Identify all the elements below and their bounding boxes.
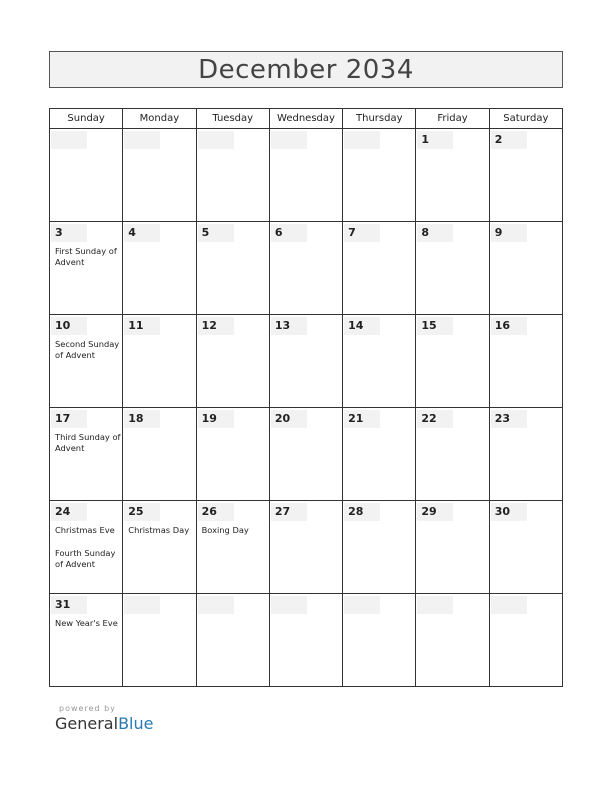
day-cell — [489, 594, 562, 687]
day-number: 18 — [124, 410, 160, 428]
holiday-event: Third Sunday of Advent — [55, 432, 121, 453]
day-number — [417, 596, 453, 614]
week-row — [50, 315, 563, 408]
day-number: 19 — [198, 410, 234, 428]
day-cell — [269, 408, 342, 501]
day-number: 11 — [124, 317, 160, 335]
holiday-event: Christmas Day — [128, 525, 190, 535]
calendar-title: December 2034 — [198, 54, 414, 85]
brand-logo — [55, 714, 153, 733]
day-number — [271, 596, 307, 614]
day-cell — [196, 315, 269, 408]
day-number: 21 — [344, 410, 380, 428]
powered-by-text: powered by — [59, 704, 116, 713]
calendar-title-box — [49, 51, 563, 88]
weekday-header: Tuesday — [196, 109, 269, 129]
day-cell — [50, 501, 123, 594]
day-cell — [50, 594, 123, 687]
day-number: 14 — [344, 317, 380, 335]
day-cell — [123, 501, 196, 594]
day-cell — [416, 501, 489, 594]
day-cell — [343, 594, 416, 687]
weekday-header: Saturday — [489, 109, 562, 129]
day-number: 28 — [344, 503, 380, 521]
weekday-header: Monday — [123, 109, 196, 129]
week-row — [50, 594, 563, 687]
day-number: 13 — [271, 317, 307, 335]
day-number — [344, 131, 380, 149]
day-cell — [50, 315, 123, 408]
day-cell — [489, 501, 562, 594]
day-cell — [416, 594, 489, 687]
day-number: 25 — [124, 503, 160, 521]
day-cell — [343, 222, 416, 315]
day-cell — [196, 129, 269, 222]
day-number: 16 — [491, 317, 527, 335]
day-number: 23 — [491, 410, 527, 428]
holiday-event: First Sunday of Advent — [55, 246, 117, 267]
weekday-header: Wednesday — [269, 109, 342, 129]
day-cell — [489, 222, 562, 315]
week-row — [50, 501, 563, 594]
holiday-event: Christmas Eve — [55, 525, 115, 535]
day-number: 22 — [417, 410, 453, 428]
day-cell — [269, 501, 342, 594]
day-cell — [489, 315, 562, 408]
week-row — [50, 129, 563, 222]
day-number — [124, 596, 160, 614]
week-row — [50, 408, 563, 501]
day-cell — [123, 594, 196, 687]
week-row — [50, 222, 563, 315]
day-cell — [416, 129, 489, 222]
day-cell — [416, 315, 489, 408]
day-number: 17 — [51, 410, 87, 428]
day-number — [124, 131, 160, 149]
day-cell — [489, 408, 562, 501]
day-cell — [416, 222, 489, 315]
holiday-event: Boxing Day — [201, 525, 249, 535]
weekday-header: Thursday — [343, 109, 416, 129]
day-number: 6 — [271, 224, 307, 242]
weekday-header-row — [50, 109, 563, 129]
day-cell — [50, 408, 123, 501]
day-cell — [50, 222, 123, 315]
day-number: 4 — [124, 224, 160, 242]
day-cell — [343, 129, 416, 222]
day-cell — [123, 222, 196, 315]
day-number: 29 — [417, 503, 453, 521]
footer-branding — [55, 704, 153, 733]
calendar-grid — [49, 108, 563, 687]
day-number: 12 — [198, 317, 234, 335]
day-number: 31 — [51, 596, 87, 614]
brand-blue: Blue — [118, 714, 154, 733]
day-cell — [196, 408, 269, 501]
day-number: 3 — [51, 224, 87, 242]
day-number — [198, 596, 234, 614]
day-number: 9 — [491, 224, 527, 242]
day-cell — [123, 408, 196, 501]
day-number: 24 — [51, 503, 87, 521]
day-number — [51, 131, 87, 149]
day-cell — [343, 501, 416, 594]
day-cell — [343, 408, 416, 501]
day-number: 15 — [417, 317, 453, 335]
day-cell — [269, 315, 342, 408]
day-cell — [489, 129, 562, 222]
day-cell — [123, 129, 196, 222]
weekday-header: Friday — [416, 109, 489, 129]
day-number: 2 — [491, 131, 527, 149]
brand-general: General — [55, 714, 119, 733]
day-cell — [196, 222, 269, 315]
day-number — [491, 596, 527, 614]
day-number: 26 — [198, 503, 234, 521]
day-number: 30 — [491, 503, 527, 521]
day-cell — [123, 315, 196, 408]
day-cell — [50, 129, 123, 222]
weekday-header: Sunday — [50, 109, 123, 129]
day-number — [198, 131, 234, 149]
day-number — [271, 131, 307, 149]
holiday-event: Second Sunday of Advent — [55, 339, 120, 360]
day-number: 10 — [51, 317, 87, 335]
day-number: 5 — [198, 224, 234, 242]
day-cell — [269, 222, 342, 315]
day-number: 7 — [344, 224, 380, 242]
day-cell — [269, 129, 342, 222]
day-cell — [343, 315, 416, 408]
day-cell — [416, 408, 489, 501]
day-cell — [196, 594, 269, 687]
day-number — [344, 596, 380, 614]
day-number: 1 — [417, 131, 453, 149]
day-number: 27 — [271, 503, 307, 521]
holiday-event: New Year's Eve — [55, 618, 118, 628]
day-number: 20 — [271, 410, 307, 428]
day-cell — [269, 594, 342, 687]
holiday-event: Fourth Sunday of Advent — [55, 548, 116, 569]
day-number: 8 — [417, 224, 453, 242]
day-cell — [196, 501, 269, 594]
